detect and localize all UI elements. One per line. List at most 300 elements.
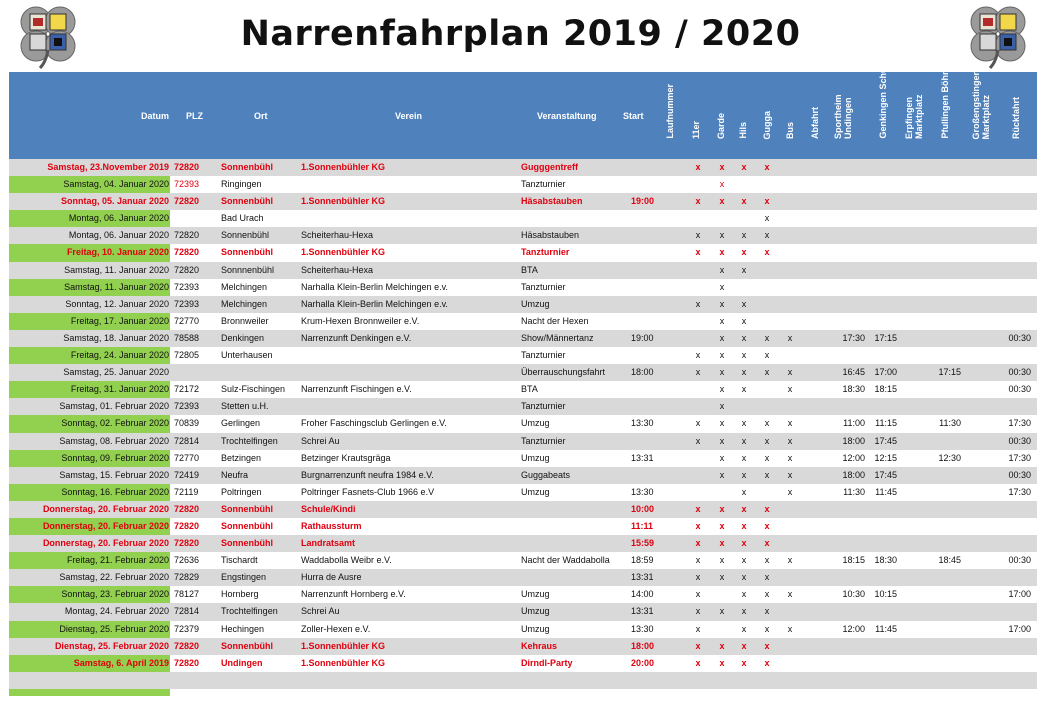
cell-plz: 72172 <box>174 384 200 395</box>
cell-ort: Undingen <box>221 657 263 668</box>
cell-gugga: x <box>764 230 770 241</box>
cell-verein: Narrenzunft Denkingen e.V. <box>301 332 412 343</box>
cell-plz: 72119 <box>174 486 199 497</box>
cell-11er: x <box>695 350 701 361</box>
cell-garde: x <box>719 384 725 395</box>
cell-ort: Neufra <box>221 469 249 480</box>
cell-gugga: x <box>764 196 770 207</box>
header-erpfingen: Erpfingen Marktplatz <box>904 94 924 139</box>
cell-11er: x <box>695 367 701 378</box>
cell-veranstaltung: Umzug <box>521 418 550 429</box>
clover-logo-icon <box>962 2 1034 70</box>
cell-hils: x <box>741 162 747 172</box>
cell-start: 18:00 <box>631 640 655 651</box>
cell-plz: 72419 <box>174 469 200 480</box>
cell-verein: Schrei Au <box>301 435 340 446</box>
cell-datum: Samstag, 11. Januar 2020 <box>64 281 169 292</box>
cell-garde: x <box>719 418 725 429</box>
cell-gugga: x <box>764 247 770 258</box>
table-row <box>9 330 1037 347</box>
cell-ort: Melchingen <box>221 281 268 292</box>
cell-plz: 72820 <box>174 230 200 241</box>
cell-verein: Schule/Kindi <box>301 503 356 514</box>
cell-plz: 72393 <box>174 179 200 190</box>
cell-ort: Hechingen <box>221 623 265 634</box>
cell-ort: Tischardt <box>221 555 258 566</box>
cell-rueckfahrt: 00:30 <box>1008 435 1031 446</box>
cell-bus: x <box>787 623 793 634</box>
cell-garde: x <box>719 555 725 566</box>
cell-garde: x <box>719 367 725 378</box>
cell-hils: x <box>741 196 747 207</box>
cell-rueckfahrt: 17:00 <box>1008 623 1031 634</box>
cell-veranstaltung: BTA <box>521 384 538 395</box>
cell-veranstaltung: Tanzturnier <box>521 435 566 446</box>
cell-hils: x <box>741 247 747 258</box>
cell-veranstaltung: Tanzturnier <box>521 401 566 412</box>
table-row <box>9 313 1037 330</box>
table-row <box>9 347 1037 364</box>
header-verein: Verein <box>395 110 423 121</box>
cell-garde: x <box>719 452 725 463</box>
cell-pfullingen: 17:15 <box>938 367 961 378</box>
cell-datum: Montag, 06. Januar 2020 <box>68 213 169 224</box>
cell-sportheim: 11:30 <box>843 486 865 497</box>
cell-hils: x <box>741 350 747 361</box>
cell-datum: Samstag, 23.November 2019 <box>47 162 169 172</box>
cell-sportheim: 18:00 <box>842 469 865 480</box>
cell-ort: Bad Urach <box>221 213 264 224</box>
cell-rueckfahrt: 00:30 <box>1008 332 1031 343</box>
cell-bus: x <box>787 589 793 600</box>
cell-start: 14:00 <box>631 589 654 600</box>
cell-veranstaltung: Tanzturnier <box>521 350 566 361</box>
cell-garde: x <box>719 503 725 514</box>
cell-hils: x <box>741 623 747 634</box>
cell-start: 13:31 <box>631 606 654 617</box>
cell-pfullingen: 18:45 <box>938 555 961 566</box>
cell-plz: 78588 <box>174 332 200 343</box>
cell-gugga: x <box>764 503 770 514</box>
cell-plz: 72820 <box>174 162 200 172</box>
header-abfahrt: Abfahrt <box>810 107 820 139</box>
cell-veranstaltung: Tanzturnier <box>521 179 566 190</box>
cell-veranstaltung: BTA <box>521 264 538 275</box>
cell-ort: Melchingen <box>221 298 268 309</box>
table-row <box>9 398 1037 415</box>
cell-plz: 72820 <box>174 196 200 207</box>
table-row <box>9 569 1037 586</box>
cell-hils: x <box>741 332 747 343</box>
cell-verein: Narrenzunft Fischingen e.V. <box>301 384 412 395</box>
cell-gugga: x <box>764 162 770 172</box>
cell-datum: Samstag, 15. Februar 2020 <box>59 469 169 480</box>
cell-11er: x <box>695 520 701 531</box>
cell-11er: x <box>695 298 701 309</box>
cell-ort: Sonnenbühl <box>221 230 270 241</box>
cell-datum: Sonntag, 12. Januar 2020 <box>65 298 169 309</box>
cell-sportheim: 12:00 <box>842 452 865 463</box>
table-row <box>9 603 1037 620</box>
cell-verein: Waddabolla Weibr e.V. <box>301 555 392 566</box>
cell-datum: Freitag, 21. Februar 2020 <box>66 555 169 566</box>
cell-plz: 72393 <box>174 298 200 309</box>
cell-hils: x <box>741 538 747 549</box>
cell-garde: x <box>719 469 725 480</box>
cell-veranstaltung: Tanzturnier <box>521 247 570 258</box>
cell-ort: Engstingen <box>221 572 267 583</box>
cell-11er: x <box>695 503 701 514</box>
cell-sportheim: 18:00 <box>842 435 865 446</box>
cell-11er: x <box>695 589 701 600</box>
cell-garde: x <box>719 350 725 361</box>
cell-start: 13:30 <box>631 623 654 634</box>
cell-plz: 72820 <box>174 264 200 275</box>
table-row <box>9 279 1037 296</box>
cell-ort: Sonnenbühl <box>221 162 273 172</box>
cell-datum: Samstag, 18. Januar 2020 <box>63 332 169 343</box>
cell-sportheim: 11:00 <box>843 418 865 429</box>
cell-plz: 72770 <box>174 452 200 463</box>
cell-bus: x <box>787 435 793 446</box>
cell-datum: Sonntag, 05. Januar 2020 <box>60 196 169 207</box>
cell-datum: Samstag, 11. Januar 2020 <box>64 264 169 275</box>
cell-plz: 72379 <box>174 623 200 634</box>
cell-11er: x <box>695 247 701 258</box>
cell-verein: Burgnarrenzunft neufra 1984 e.V. <box>301 469 434 480</box>
cell-pfullingen: 11:30 <box>939 418 961 429</box>
cell-start: 13:30 <box>631 486 654 497</box>
cell-rueckfahrt: 17:30 <box>1008 486 1031 497</box>
table-row <box>9 501 1037 518</box>
cell-gugga: x <box>764 418 770 429</box>
cell-garde: x <box>719 281 725 292</box>
cell-sportheim: 18:30 <box>842 384 865 395</box>
cell-plz: 72814 <box>174 435 200 446</box>
cell-hils: x <box>741 555 747 566</box>
schedule-table <box>9 56 1037 668</box>
cell-verein: 1.Sonnenbühler KG <box>301 196 386 207</box>
cell-ort: Bronnweiler <box>221 315 269 326</box>
cell-11er: x <box>695 555 701 566</box>
cell-genkingen: 18:30 <box>874 555 897 566</box>
cell-11er: x <box>695 435 701 446</box>
table-row <box>9 244 1037 261</box>
cell-rueckfahrt: 17:30 <box>1008 418 1031 429</box>
cell-bus: x <box>787 384 793 395</box>
cell-bus: x <box>787 367 793 378</box>
cell-hils: x <box>741 469 747 480</box>
cell-hils: x <box>741 230 747 241</box>
cell-datum: Sonntag, 09. Februar 2020 <box>61 452 169 463</box>
table-row <box>9 672 1037 689</box>
cell-hils: x <box>741 264 747 275</box>
cell-verein: 1.Sonnenbühler KG <box>301 640 386 651</box>
cell-bus: x <box>787 555 793 566</box>
header-veranstaltung: Veranstaltung <box>537 110 597 121</box>
cell-hils: x <box>741 486 747 497</box>
cell-rueckfahrt: 00:30 <box>1008 469 1031 480</box>
table-row <box>9 621 1037 638</box>
cell-gugga: x <box>764 452 770 463</box>
cell-hils: x <box>741 298 747 309</box>
cell-garde: x <box>719 520 725 531</box>
cell-garde: x <box>719 315 725 326</box>
cell-verein: Zoller-Hexen e.V. <box>301 623 371 634</box>
cell-veranstaltung: Häsabstauben <box>521 196 583 207</box>
table-row <box>9 159 1037 176</box>
cell-garde: x <box>719 196 725 207</box>
cell-plz: 72770 <box>174 315 200 326</box>
cell-garde: x <box>719 606 725 617</box>
cell-verein: Betzinger Krautsgräga <box>301 452 391 463</box>
cell-veranstaltung: Überrauschungsfahrt <box>521 367 606 378</box>
cell-datum: Samstag, 08. Februar 2020 <box>59 435 169 446</box>
cell-ort: Stetten u.H. <box>221 401 269 412</box>
cell-datum: Montag, 24. Februar 2020 <box>64 606 169 617</box>
cell-plz: 72820 <box>174 503 200 514</box>
cell-datum: Samstag, 01. Februar 2020 <box>59 401 169 412</box>
cell-verein: Scheiterhau-Hexa <box>301 230 374 241</box>
cell-gugga: x <box>764 520 770 531</box>
cell-plz: 72820 <box>174 538 200 549</box>
cell-gugga: x <box>764 589 770 600</box>
cell-veranstaltung: Dirndl-Party <box>521 657 573 668</box>
table-row <box>9 176 1037 193</box>
cell-garde: x <box>719 230 725 241</box>
cell-hils: x <box>741 435 747 446</box>
cell-bus: x <box>787 332 793 343</box>
cell-garde: x <box>719 538 725 549</box>
clover-logo-icon <box>12 2 84 70</box>
cell-gugga: x <box>764 572 770 583</box>
cell-ort: Trochtelfingen <box>221 435 278 446</box>
cell-hils: x <box>741 640 747 651</box>
cell-ort: Poltringen <box>221 486 262 497</box>
cell-genkingen: 11:45 <box>875 486 897 497</box>
cell-verein: Narrenzunft Hornberg e.V. <box>301 589 406 600</box>
cell-datum: Dienstag, 25. Februar 2020 <box>54 640 169 651</box>
cell-sportheim: 16:45 <box>842 367 865 378</box>
cell-11er: x <box>695 162 701 172</box>
cell-hils: x <box>741 418 747 429</box>
cell-veranstaltung: Häsabstauben <box>521 230 580 241</box>
cell-verein: Rathaussturm <box>301 520 362 531</box>
cell-genkingen: 18:15 <box>874 384 897 395</box>
table-row <box>9 415 1037 432</box>
cell-verein: Froher Faschingsclub Gerlingen e.V. <box>301 418 447 429</box>
cell-rueckfahrt: 17:30 <box>1008 452 1031 463</box>
cell-verein: Schrei Au <box>301 606 340 617</box>
cell-datum: Samstag, 6. April 2019 <box>73 657 169 668</box>
header-plz: PLZ <box>186 110 203 121</box>
cell-plz: 72805 <box>174 350 200 361</box>
cell-datum: Montag, 06. Januar 2020 <box>68 230 169 241</box>
cell-verein: Landratsamt <box>301 538 356 549</box>
cell-hils: x <box>741 589 747 600</box>
cell-genkingen: 17:45 <box>874 435 897 446</box>
cell-bus: x <box>787 452 793 463</box>
cell-datum: Sonntag, 02. Februar 2020 <box>61 418 169 429</box>
cell-verein: Hurra de Ausre <box>301 572 362 583</box>
header-sportheim: Sportheim Undingen <box>833 94 853 139</box>
cell-datum: Donnerstag, 20. Februar 2020 <box>42 538 169 549</box>
cell-ort: Sonnenbühl <box>221 640 273 651</box>
header-pfullingen: Pfullingen Böhmler <box>940 56 950 139</box>
cell-hils: x <box>741 452 747 463</box>
cell-verein: Poltringer Fasnets-Club 1966 e.V <box>301 486 435 497</box>
cell-gugga: x <box>764 367 770 378</box>
cell-verein: Narhalla Klein-Berlin Melchingen e.v. <box>301 281 448 292</box>
table-body <box>9 159 1037 689</box>
cell-veranstaltung: Umzug <box>521 589 550 600</box>
cell-start: 19:00 <box>631 196 655 207</box>
header-grossengstingen: Großengstingen Marktplatz <box>971 69 991 139</box>
cell-gugga: x <box>764 555 770 566</box>
cell-verein: Krum-Hexen Bronnweiler e.V. <box>301 315 420 326</box>
cell-datum: Samstag, 22. Februar 2020 <box>59 572 169 583</box>
header-genkingen: Genkingen Schule <box>878 60 888 139</box>
cell-veranstaltung: Nacht der Hexen <box>521 315 589 326</box>
cell-plz: 78127 <box>174 589 200 600</box>
cell-rueckfahrt: 17:00 <box>1008 589 1031 600</box>
cell-garde: x <box>719 162 725 172</box>
cell-hils: x <box>741 606 747 617</box>
header-rueckfahrt: Rückfahrt <box>1011 96 1021 139</box>
cell-plz: 72636 <box>174 555 200 566</box>
cell-bus: x <box>787 418 793 429</box>
cell-genkingen: 10:15 <box>874 589 897 600</box>
cell-11er: x <box>695 230 701 241</box>
cell-genkingen: 17:15 <box>874 332 897 343</box>
cell-sportheim: 17:30 <box>842 332 865 343</box>
cell-ort: Sonnenbühl <box>221 247 273 258</box>
cell-sportheim: 10:30 <box>842 589 865 600</box>
cell-veranstaltung: Umzug <box>521 486 550 497</box>
header-garde: Garde <box>716 112 726 139</box>
cell-plz: 72393 <box>174 401 200 412</box>
cell-veranstaltung: Gugggentreff <box>521 162 578 172</box>
table-row <box>9 210 1037 227</box>
table-row <box>9 450 1037 467</box>
cell-veranstaltung: Umzug <box>521 298 550 309</box>
cell-datum: Dienstag, 25. Februar 2020 <box>59 623 169 634</box>
cell-start: 19:00 <box>631 332 654 343</box>
cell-ort: Gerlingen <box>221 418 261 429</box>
header-start: Start <box>623 110 644 121</box>
header-laufnummer: Laufnummer <box>665 84 675 139</box>
cell-veranstaltung: Umzug <box>521 452 550 463</box>
cell-bus: x <box>787 469 793 480</box>
table-row <box>9 638 1037 655</box>
table-row <box>9 518 1037 535</box>
cell-genkingen: 12:15 <box>874 452 897 463</box>
cell-ort: Sonnenbühl <box>221 538 273 549</box>
cell-plz: 72814 <box>174 606 200 617</box>
cell-plz: 72820 <box>174 520 200 531</box>
cell-gugga: x <box>764 623 770 634</box>
cell-gugga: x <box>764 435 770 446</box>
cell-start: 13:30 <box>631 418 654 429</box>
cell-rueckfahrt: 00:30 <box>1008 367 1031 378</box>
table-row <box>9 467 1037 484</box>
cell-datum: Freitag, 17. Januar 2020 <box>70 315 169 326</box>
cell-garde: x <box>719 572 725 583</box>
cell-veranstaltung: Tanzturnier <box>521 281 566 292</box>
cell-plz: 72829 <box>174 572 200 583</box>
cell-garde: x <box>719 247 725 258</box>
cell-bus: x <box>787 486 793 497</box>
cell-veranstaltung: Nacht der Waddabolla <box>521 555 610 566</box>
cell-gugga: x <box>764 657 770 668</box>
cell-genkingen: 17:00 <box>874 367 897 378</box>
cell-gugga: x <box>764 606 770 617</box>
cell-start: 10:00 <box>631 503 655 514</box>
table-row <box>9 484 1037 501</box>
table-row <box>9 381 1037 398</box>
cell-datum: Sonntag, 23. Februar 2020 <box>61 589 169 600</box>
cell-11er: x <box>695 640 701 651</box>
page-title: Narrenfahrplan 2019 / 2020 <box>240 14 801 54</box>
cell-garde: x <box>719 179 725 190</box>
cell-plz: 70839 <box>174 418 200 429</box>
cell-pfullingen: 12:30 <box>938 452 961 463</box>
cell-datum: Sonntag, 16. Februar 2020 <box>61 486 169 497</box>
cell-11er: x <box>695 418 701 429</box>
cell-ort: Denkingen <box>221 332 265 343</box>
cell-genkingen: 17:45 <box>874 469 897 480</box>
cell-gugga: x <box>764 332 770 343</box>
cell-start: 20:00 <box>631 657 655 668</box>
cell-datum: Freitag, 31. Januar 2020 <box>70 384 169 395</box>
cell-hils: x <box>741 384 747 395</box>
cell-11er: x <box>695 657 701 668</box>
table-row <box>9 227 1037 244</box>
cell-ort: Sonnenbühl <box>221 520 273 531</box>
cell-11er: x <box>695 606 701 617</box>
cell-gugga: x <box>764 640 770 651</box>
cell-start: 13:31 <box>631 572 654 583</box>
cell-garde: x <box>719 640 725 651</box>
cell-plz: 72820 <box>174 657 200 668</box>
cell-11er: x <box>695 196 701 207</box>
cell-gugga: x <box>764 469 770 480</box>
cell-rueckfahrt: 00:30 <box>1008 555 1031 566</box>
cell-ort: Unterhausen <box>221 350 273 361</box>
cell-veranstaltung: Show/Männertanz <box>521 332 594 343</box>
table-row <box>9 552 1037 569</box>
table-row <box>9 296 1037 313</box>
cell-garde: x <box>719 401 725 412</box>
cell-start: 15:59 <box>631 538 655 549</box>
header-hils: Hils <box>738 122 748 139</box>
cell-sportheim: 12:00 <box>842 623 865 634</box>
table-row <box>9 535 1037 552</box>
cell-verein: 1.Sonnenbühler KG <box>301 657 386 668</box>
cell-garde: x <box>719 435 725 446</box>
cell-datum: Donnerstag, 20. Februar 2020 <box>42 503 169 514</box>
cell-datum: Freitag, 24. Januar 2020 <box>70 350 169 361</box>
cell-genkingen: 11:45 <box>875 623 897 634</box>
header-datum: Datum <box>141 110 170 121</box>
cell-hils: x <box>741 367 747 378</box>
cell-verein: Scheiterhau-Hexa <box>301 264 374 275</box>
header-gugga: Gugga <box>762 110 772 139</box>
cell-datum: Donnerstag, 20. Februar 2020 <box>42 520 169 531</box>
cell-verein: 1.Sonnenbühler KG <box>301 247 386 258</box>
cell-garde: x <box>719 298 725 309</box>
cell-11er: x <box>695 623 701 634</box>
